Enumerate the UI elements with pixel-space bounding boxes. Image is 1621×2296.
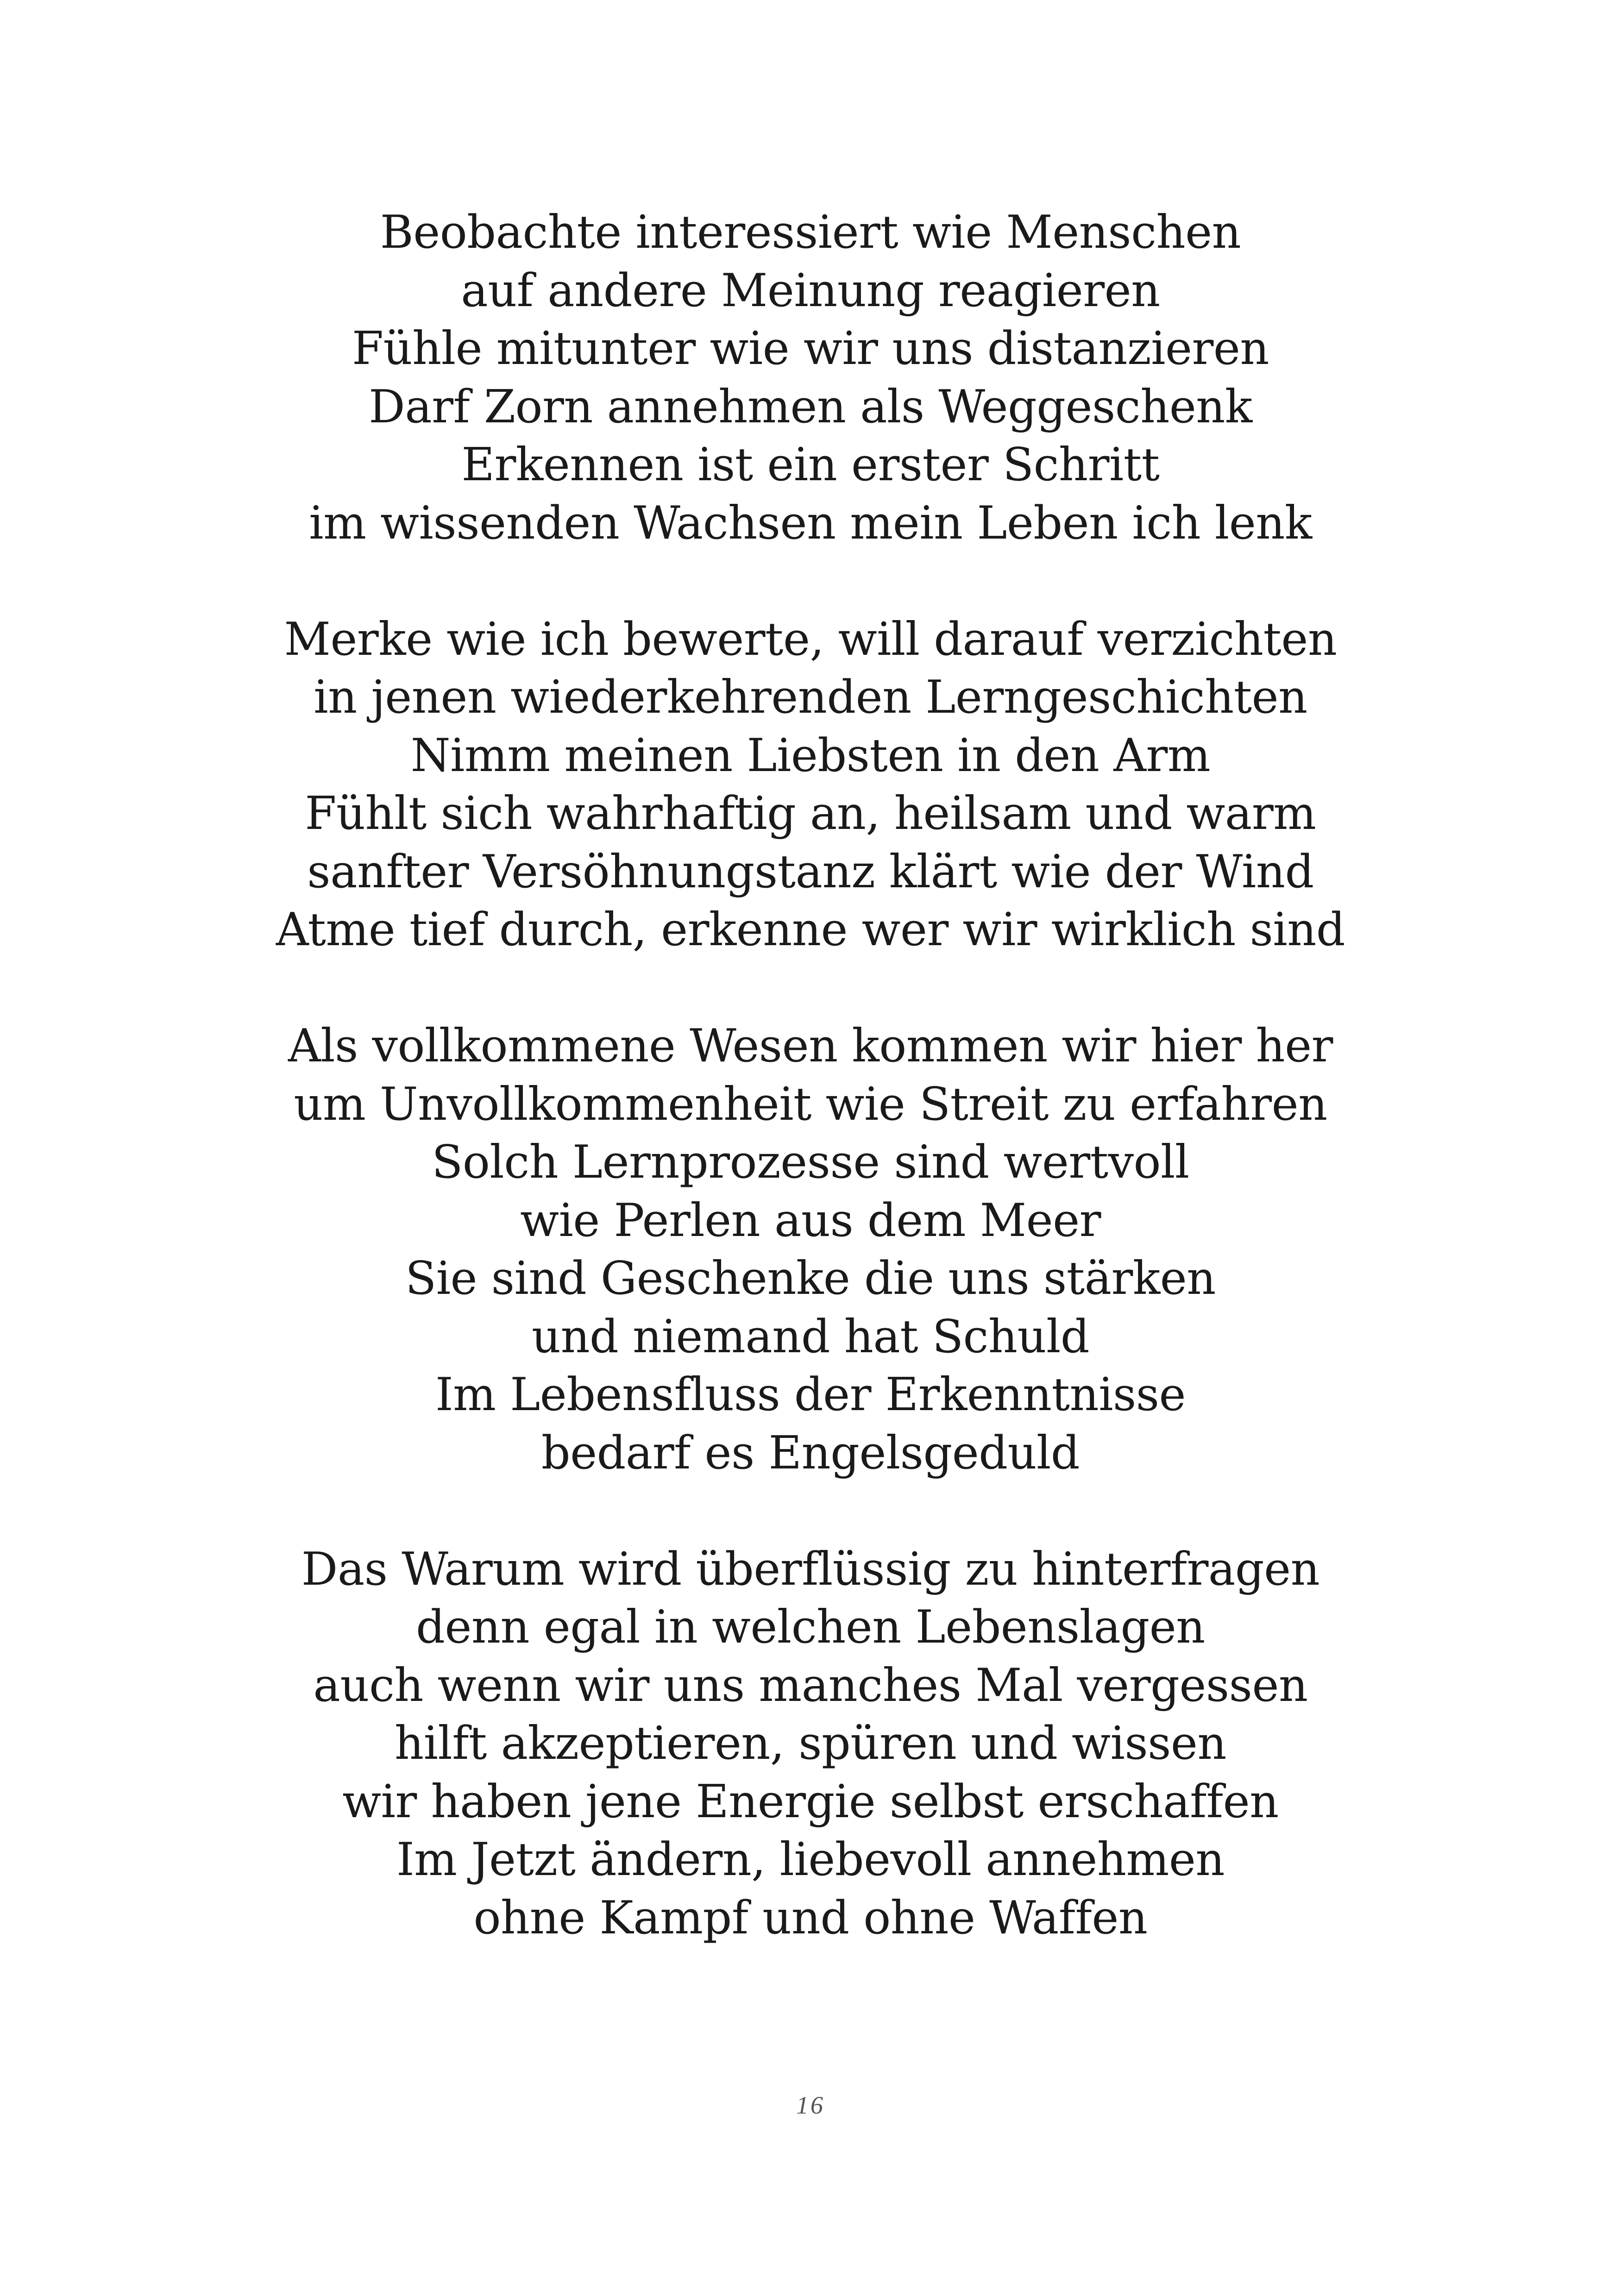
page-number: 16 [796,2091,825,2119]
poem [0,204,1621,1947]
poem-line: auf andere Meinung reagieren [461,264,1160,317]
stanza-4 [0,1541,1621,1948]
poem-line: im wissenden Wachsen mein Leben ich lenk [309,496,1312,550]
poem-line: wie Perlen aus dem Meer [520,1194,1101,1247]
poem-line: wir haben jene Energie selbst erschaffen [342,1775,1279,1828]
poem-line: Das Warum wird überflüssig zu hinterfragen [301,1543,1320,1596]
poem-line: Als vollkommene Wesen kommen wir hier her [288,1020,1333,1073]
poem-line: Beobachte interessiert wie Menschen [380,206,1241,259]
poem-line: ohne Kampf und ohne Waffen [473,1891,1148,1945]
poem-line: Atme tief durch, erkenne wer wir wirklich sind [276,903,1345,956]
stanza-3 [0,1017,1621,1482]
poem-line: um Unvollkommenheit wie Streit zu erfahren [294,1078,1327,1131]
poem-line: Solch Lernprozesse sind wertvoll [432,1136,1189,1189]
poem-line: Nimm meinen Liebsten in den Arm [410,729,1211,782]
poem-line: Erkennen ist ein erster Schritt [461,439,1160,491]
poem-line: bedarf es Engelsgeduld [541,1426,1080,1480]
poem-line: auch wenn wir uns manches Mal vergessen [313,1659,1308,1712]
poem-line: in jenen wiederkehrenden Lerngeschichten [314,671,1307,724]
poem-line: denn egal in welchen Lebenslagen [416,1601,1205,1654]
stanza-2 [0,611,1621,960]
poem-line: Fühlt sich wahrhaftig an, heilsam und warm [305,787,1316,840]
poem-line: und niemand hat Schuld [531,1310,1090,1363]
poem-line: hilft akzeptieren, spüren und wissen [394,1717,1227,1770]
poem-line: Fühle mitunter wie wir uns distanzieren [352,322,1269,375]
poem-line: Im Lebensfluss der Erkenntnisse [435,1368,1186,1421]
poem-line: Sie sind Geschenke die uns stärken [405,1252,1216,1305]
poem-line: Im Jetzt ändern, liebevoll annehmen [396,1833,1225,1886]
stanza-1 [0,204,1621,552]
poem-line: sanfter Versöhnungstanz klärt wie der Wind [307,845,1314,898]
poem-line: Darf Zorn annehmen als Weggeschenk [369,380,1252,433]
poem-line: Merke wie ich bewerte, will darauf verzichten [284,613,1337,666]
